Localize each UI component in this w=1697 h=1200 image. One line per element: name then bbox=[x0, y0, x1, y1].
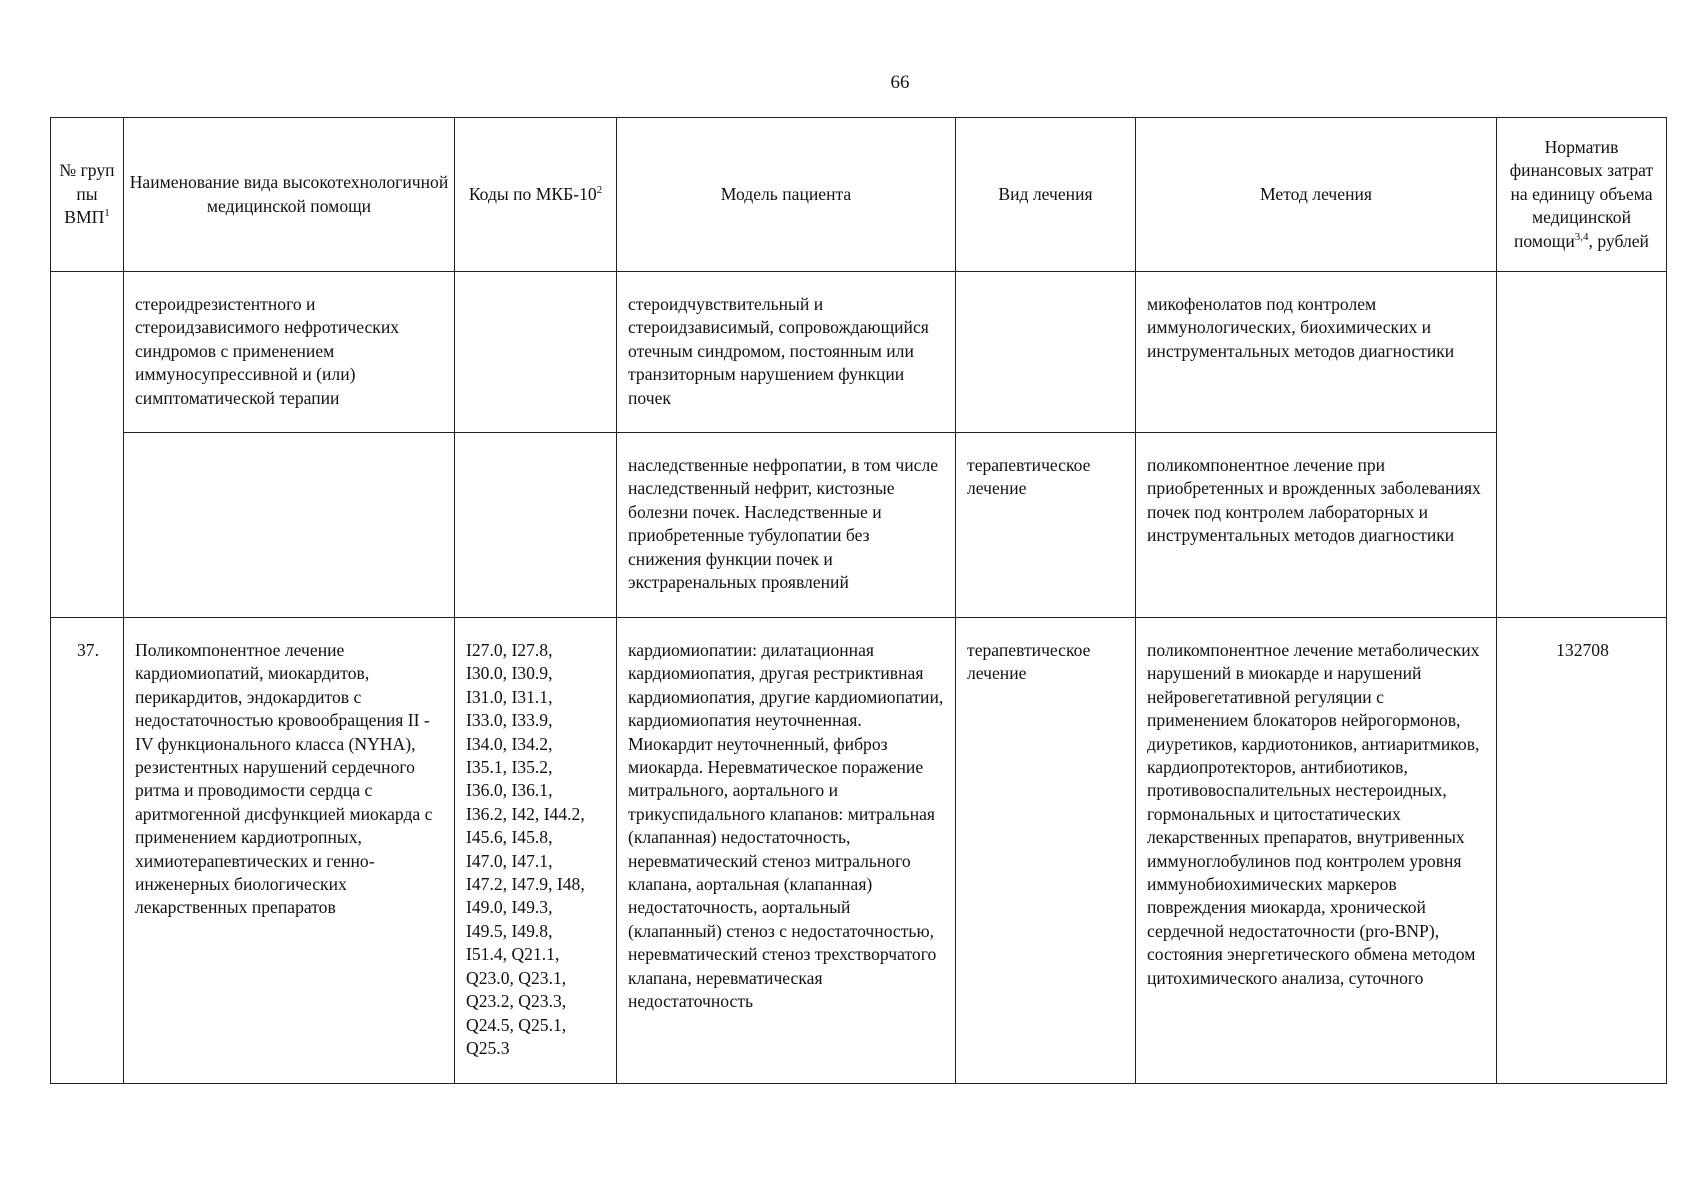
treatment-method-cell: микофенолатов под контролем иммунологических, биохимических и инструментальных методов диагностики bbox=[1136, 272, 1497, 433]
table-row bbox=[51, 272, 1667, 433]
group-number-cell bbox=[51, 272, 124, 618]
vmp-table bbox=[50, 117, 1667, 1084]
page-number: 66 bbox=[890, 72, 910, 93]
care-name-cell: Поликомпонентное лечение кардиомиопатий, миокардитов, перикардитов, эндокардитов с недостаточностью кровообращения II - IV функционального класса (NYHA), резистентных нарушений сердечного ритма и проводимости сердца с аритмогенной дисфункцией миокарда с применением кардиотропных, химиотерапевтических и генно-инженерных биологических лекарственных препаратов bbox=[124, 618, 455, 1084]
care-name-cell bbox=[124, 433, 455, 618]
header-patient-model: Модель пациента bbox=[617, 118, 956, 272]
table-row bbox=[51, 433, 1667, 618]
icd-codes-cell bbox=[455, 272, 617, 433]
patient-model-cell: стероидчувствительный и стероидзависимый, сопровождающийся отечным синдромом, постоянным или транзиторным нарушением функции почек bbox=[617, 272, 956, 433]
header-care-name: Наименование вида высокотехнологичной медицинской помощи bbox=[124, 118, 455, 272]
table-row bbox=[51, 618, 1667, 1084]
group-number-cell: 37. bbox=[51, 618, 124, 1084]
patient-model-cell: кардиомиопатии: дилатационная кардиомиопатия, другая рестриктивная кардиомиопатия, другие кардиомиопатии, кардиомиопатия неуточненная. Миокардит неуточненный, фиброз миокарда. Неревматическое поражение митрального, аортального и трикуспидального клапанов: митральная (клапанная) недостаточность, неревматический стеноз митрального клапана, аортальная (клапанная) недостаточность, аортальный (клапанный) стеноз с недостаточностью, неревматический стеноз трехстворчатого клапана, неревматическая недостаточность bbox=[617, 618, 956, 1084]
table-header-row bbox=[51, 118, 1667, 272]
header-treatment-type: Вид лечения bbox=[956, 118, 1136, 272]
treatment-method-cell: поликомпонентное лечение метаболических нарушений в миокарде и нарушений нейровегетативной регуляции с применением блокаторов нейрогормонов, диуретиков, кардиотоников, антиаритмиков, кардиопротекторов, антибиотиков, противовоспалительных нестероидных, гормональных и цитостатических лекарственных препаратов, внутривенных иммуноглобулинов под контролем уровня иммунобиохимических маркеров повреждения миокарда, хронической сердечной недостаточности (pro-BNP), состояния энергетического обмена методом цитохимического анализа, суточного bbox=[1136, 618, 1497, 1084]
cost-cell: 132708 bbox=[1497, 618, 1667, 1084]
header-cost-norm: Норматив финансовых затрат на единицу объема медицинской помощи$^{3,4}$, рублей bbox=[1497, 118, 1667, 272]
cost-cell bbox=[1497, 272, 1667, 618]
icd-codes-cell: I27.0, I27.8, I30.0, I30.9, I31.0, I31.1, I33.0, I33.9, I34.0, I34.2, I35.1, I35.2, I36.0, I36.1, I36.2, I42, I44.2, I45.6, I45.8, I47.0, I47.1, I47.2, I47.9, I48, I49.0, I49.3, I49.5, I49.8, I51.4, Q21.1, Q23.0, Q23.1, Q23.2, Q23.3, Q24.5, Q25.1, Q25.3 bbox=[455, 618, 617, 1084]
header-treatment-method: Метод лечения bbox=[1136, 118, 1497, 272]
treatment-type-cell: терапевтическое лечение bbox=[956, 433, 1136, 618]
patient-model-cell: наследственные нефропатии, в том числе наследственный нефрит, кистозные болезни почек. Наследственные и приобретенные тубулопатии без снижения функции почек и экстраренальных проявлений bbox=[617, 433, 956, 618]
header-group-number: № груп пы ВМП$^1$ bbox=[51, 118, 124, 272]
icd-codes-cell bbox=[455, 433, 617, 618]
treatment-type-cell bbox=[956, 272, 1136, 433]
care-name-cell: стероидрезистентного и стероидзависимого нефротических синдромов с применением иммуносупрессивной и (или) симптоматической терапии bbox=[124, 272, 455, 433]
treatment-method-cell: поликомпонентное лечение при приобретенных и врожденных заболеваниях почек под контролем лабораторных и инструментальных методов диагностики bbox=[1136, 433, 1497, 618]
treatment-type-cell: терапевтическое лечение bbox=[956, 618, 1136, 1084]
header-icd-codes: Коды по МКБ-$10^2$ bbox=[455, 118, 617, 272]
